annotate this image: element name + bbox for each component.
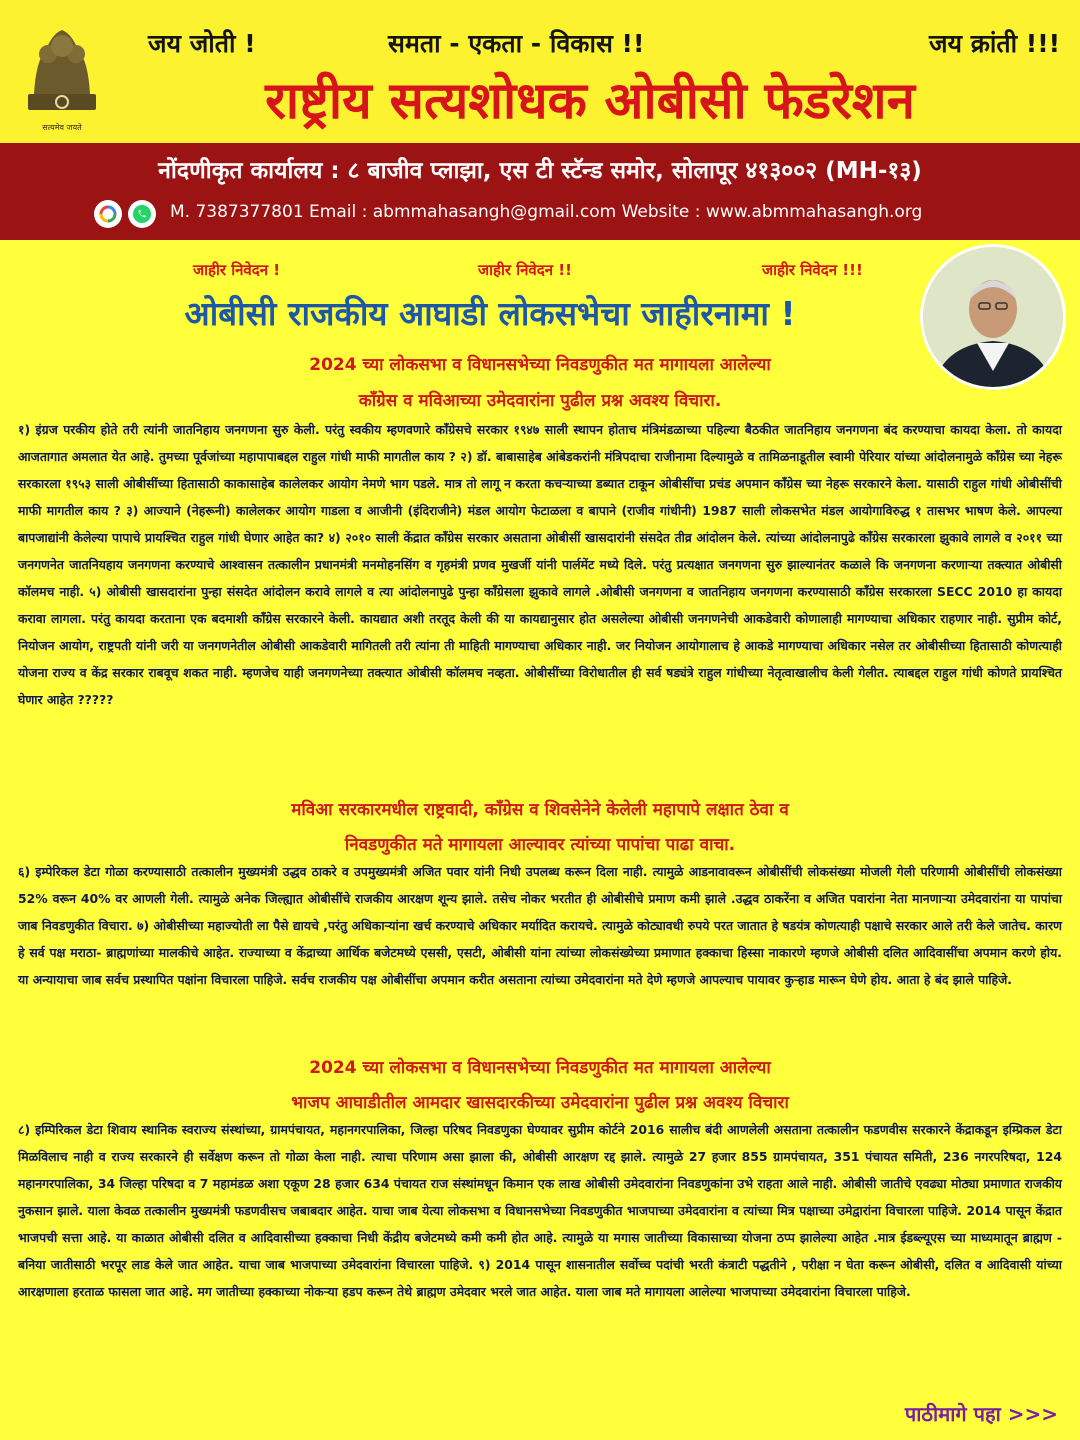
- section1-paragraph: १) इंग्रज परकीय होते तरी त्यांनी जातनिहाय जनगणना सुरु केली. परंतु स्वकीय म्हणवणारे कॉंग्रेसचे सरकार १९४७ साली स्थापन होताच मंत्रिमंडळाच्या पहिल्या बैठकीत जातनिहाय जनगणना बंद करण्याचा कायदा केला. तो कायदा आजतागात अमलात येत आहे. तुमच्या पूर्वजांच्या महापापाबद्दल राहुल गांधी माफी मागतील काय ? २) डॉ. बाबासाहेब आंबेडकरांनी मंत्रिपदाचा राजीनामा दिल्यामुळे व तामिळनाडूतील स्वामी पेरियार यांच्या आंदोलनामुळे कॉंग्रेस च्या नेहरू सरकारला १९५३ साली ओबीसींच्या हितासाठी काकासाहेब कालेलकर आयोग नेमणे भाग पडले. मात्र तो लागू न करता कचऱ्याच्या डब्यात टाकून ओबीसींचा प्रचंड अपमान कॉंग्रेस च्या नेहरू सरकारने केला. यासाठी राहुल गांधी ओबीसींची माफी मागतील काय ? ३) आज्याने (नेहरूनी) कालेलकर आयोग गाडला व आजीनी (इंदिराजीने) मंडल आयोग फेटाळला व बापाने (राजीव गांधीनी) 1987 साली लोकसभेत मंडल आयोगाविरुद्ध १ तासभर भाषण केले. आपल्या बापजाद्यांनी केलेल्या पापाचे प्रायश्चित राहुल गांधी घेणार आहेत का? ४) २०१० साली केंद्रात कॉंग्रेस सरकार असताना ओबीसीं खासदारांनी संसदेत तीव्र आंदोलन केले. त्यांच्या आंदोलनापुढे कॉंग्रेस सरकारला झुकावे लागले व २०११ च्या जनगणनेत जातनियहाय जनगणना करण्याचे आश्वासन तत्कालीन प्रधानमंत्री मनमोहनसिंग व गृहमंत्री प्रणव मुखर्जी यांनी पार्लमेंट मध्ये दिले. परंतु प्रत्यक्षात जनगणना सुरु झाल्यानंतर कळाले कि जनगणना करणाऱ्या तक्त्यात ओबीसी कॉलमच नाही. ५) ओबीसी खासदारांना पुन्हा संसदेत आंदोलन करावे लागले व त्या आंदोलनापुढे पुन्हा कॉंग्रेसला झुकावे लागले .ओबीसी जनगणना व जातनिहाय जनगणना करण्यासाठी कॉंग्रेस सरकारला SECC 2010 हा कायदा करावा लागला. परंतु कायदा करताना एक बदमाशी कॉंग्रेस सरकारने केली. कायद्यात अशी तरतूद केली की या कायद्यानुसार होत असलेल्या ओबीसी जनगणनेची आकडेवारी कोणालाही मागण्याचा अधिकार राहणार नाही. सुप्रीम कोर्ट, नियोजन आयोग, राष्ट्रपती यांनी जरी या जनगणनेतील ओबीसी आकडेवारी मागितली तरी त्यांना ती माहिती मागण्याचा अधिकार नाही. जर नियोजन आयोगालाच हे आकडे मागण्याचा अधिकार नसेल तर ओबीसीच्या हितासाठी कोणत्याही योजना राज्य व केंद्र सरकार राबवूच शकत नाही. म्हणजेच याही जनगणनेच्या तक्त्यात ओबीसी कॉलमच नव्हता. ओबीसींच्या विरोधातील ही सर्व षड्यंत्रे राहुल गांधीच्या नेतृत्वाखालीच केली गेलीत. त्याबद्दल राहुल गांधी कोणते प्रायश्चित घेणार आहेत ?????: [18, 422, 1062, 707]
- office-address: नोंदणीकृत कार्यालय : ८ बाजीव प्लाझा, एस टी स्टॅन्ड समोर, सोलापूर ४१३००२ (MH-१३): [158, 158, 922, 184]
- continue-overleaf: पाठीमागे पहा >>>: [904, 1402, 1058, 1426]
- contact-row: [90, 198, 1080, 230]
- org-name: राष्ट्रीय सत्यशोधक ओबीसी फेडरेशन: [265, 72, 915, 131]
- section2-paragraph: ६) इम्पेरिकल डेटा गोळा करण्यासाठी तत्कालीन मुख्यमंत्री उद्धव ठाकरे व उपमुख्यमंत्री अजित पवार यांनी निधी उपलब्ध करून दिला नाही. त्यामुळे आडनावावरून ओबीसींची लोकसंख्या मोजली गेली परिणामी ओबीसींची लोकसंख्या 52% वरून 40% वर आणली गेली. त्यामुळे अनेक जिल्ह्यात ओबीसींचे राजकीय आरक्षण शून्य झाले. तसेच नोकर भरतीत ही ओबीसीचे प्रमाण कमी झाले .उद्धव ठाकरेंना व अजित पवारांना नेता मानणाऱ्या उमेदवारांना या पापांचा जाब निवडणुकीत विचारा. ७) ओबीसीच्या महाज्योती ला पैसे द्यायचे ,परंतु अधिकाऱ्यांना खर्च करण्याचे अधिकार मर्यादित करायचे. त्यामुळे कोट्यावधी रुपये परत जातात हे षडयंत्र कोणत्याही पक्षाचे सरकार आले तरी केले जातेच. कारण हे सर्व पक्ष मराठा- ब्राह्मणांच्या मालकीचे आहेत. राज्याच्या व केंद्राच्या आर्थिक बजेटमध्ये एससी, एसटी, ओबीसी यांना त्यांच्या लोकसंख्येच्या प्रमाणात हक्काचा हिस्सा नाकारणे म्हणजे ओबीसी दलित आदिवासींचा अपमान करणे होय. या अन्यायाचा जाब सर्वच प्रस्थापित पक्षांना विचारला पाहिजे. सर्वच राजकीय पक्ष ओबीसींचा अपमान करीत असताना त्यांच्या उमेदवारांना मते देणे म्हणजे आपल्याच पायावर कुऱ्हाड मारून घेणे होय. आता हे बंद झाले पाहिजे.: [18, 864, 1062, 987]
- main-heading: ओबीसी राजकीय आघाडी लोकसभेचा जाहीरनामा !: [184, 294, 796, 333]
- header-top: [0, 0, 1080, 143]
- section2-heading-line1: मविआ सरकारमधील राष्ट्रवादी, कॉंग्रेस व शिवसेनेने केलेली महापापे लक्षात ठेवा व: [291, 800, 789, 820]
- emblem-motto: सत्यमेव जयते: [42, 123, 82, 132]
- section3-paragraph: ८) इम्पिरिकल डेटा शिवाय स्थानिक स्वराज्य संस्थांच्या, ग्रामपंचायत, महानगरपालिका, जिल्हा परिषद निवडणुका घेण्यावर सुप्रीम कोर्टने 2016 सालीच बंदी आणलेली असताना तत्कालीन फडणवीस सरकारने केंद्राकडून इम्प्रिकल डेटा मिळविलाच नाही व राज्य सरकारने ही सर्वेक्षण करून तो गोळा केला नाही. त्याचा परिणाम असा झाला की, ओबीसी आरक्षण रद्द झाले. त्यामुळे 27 हजार 855 ग्रामपंचायत, 351 पंचायत समिती, 236 नगरपरिषदा, 124 महानगरपालिका, 34 जिल्हा परिषदा व 7 महामंडळ अशा एकूण 28 हजार 634 पंचायत राज संस्थांमधून किमान एक लाख ओबीसी उमेदवारांना निवडणुकांना उभे राहता आले नाही. ओबीसी जातीचे एवढ्या मोठ्या प्रमाणात राजकीय नुकसान झाले. याला केवळ तत्कालीन मुख्यमंत्री फडणवीसच जबाबदार आहेत. याचा जाब येत्या लोकसभा व विधानसभेच्या निवडणुकीत भाजपाच्या उमेदवारांना व त्यांच्या मित्र पक्षाच्या उमेद्वारांना विचारला पाहिजे. 2014 पासून केंद्रात भाजपची सत्ता आहे. या काळात ओबीसी दलित व आदिवासीच्या हक्काचा निधी केंद्रीय बजेटमध्ये कमी कमी होत आहे. त्यामुळे या मगास जातीच्या विकासाच्या योजना ठप्प झालेल्या आहेत .मात्र ईडब्ल्यूएस च्या माध्यमातून ब्राह्मण - बनिया जातीसाठी भरपूर लाड केले जात आहेत. याचा जाब भाजपाच्या उमेदवारांना विचारला पाहिजे. ९) 2014 पासून शासनातील सर्वोच्च पदांची भरती कंत्राटी पद्धतीने , परीक्षा न घेता करून ओबीसी, दलित व आदिवासी यांच्या आरक्षणाला हरताळ फासला जात आहे. मग जातीच्या हक्काच्या नोकऱ्या हडप करून तेथे ब्राह्मण उमेदवार भरले जात आहेत. याला जाब मते मागायला आलेल्या भाजपाच्या उमेदवारांना विचारला पाहिजे.: [18, 1122, 1062, 1299]
- motto-right: जय क्रांती !!!: [928, 29, 1060, 58]
- notice-label-1: जाहीर निवेदन !: [193, 261, 281, 279]
- section1-heading-line1: 2024 च्या लोकसभा व विधानसभेच्या निवडणुकीत मत मागायला आलेल्या: [309, 355, 771, 375]
- notice-label-3: जाहीर निवेदन !!!: [762, 261, 863, 279]
- notice-label-2: जाहीर निवेदन !!: [478, 261, 572, 279]
- section1-heading-line2: कॉंग्रेस व मविआच्या उमेदवारांना पुढील प्रश्न अवश्य विचारा.: [358, 391, 722, 411]
- address-band: [0, 143, 1080, 240]
- section3-heading-line2: भाजप आघाडीतील आमदार खासदारकीच्या उमेदवारांना पुढील प्रश्न अवश्य विचारा: [291, 1093, 789, 1113]
- section3-heading-line1: 2024 च्या लोकसभा व विधानसभेच्या निवडणुकीत मत मागायला आलेल्या: [309, 1058, 771, 1078]
- section2-heading-line2: निवडणुकीत मते मागायला आल्यावर त्यांच्या पापांचा पाढा वाचा.: [344, 835, 736, 855]
- motto-center: समता - एकता - विकास !!: [388, 29, 645, 58]
- gpay-icon: [94, 200, 122, 228]
- motto-left: जय जोती !: [148, 29, 256, 58]
- ashoka-emblem-icon: [22, 20, 102, 138]
- motto-row: [120, 26, 1060, 62]
- whatsapp-icon: [128, 200, 156, 228]
- contact-info: M. 7387377801 Email : abmmahasangh@gmail.com Website : www.abmmahasangh.org: [170, 202, 923, 222]
